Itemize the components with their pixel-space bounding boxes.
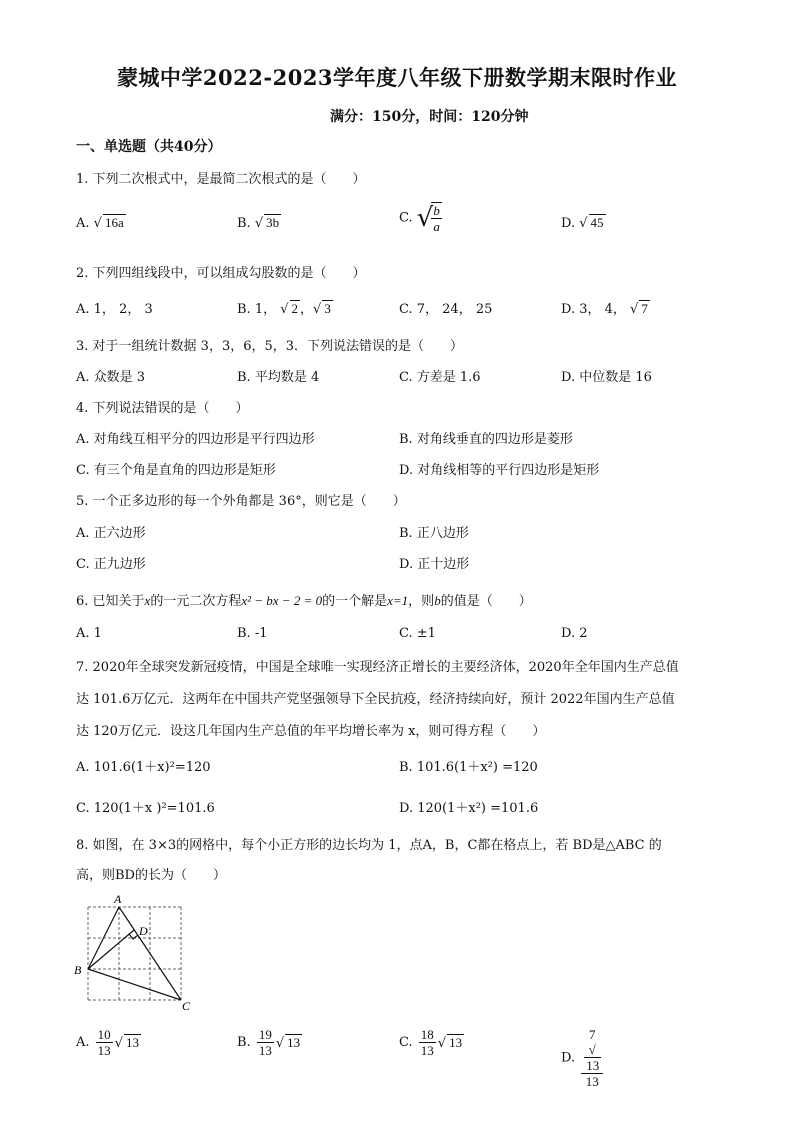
q4-option-d: D. 对角线相等的平行四边形是矩形 — [399, 463, 600, 478]
q8-option-c — [399, 1027, 464, 1058]
variable: b — [434, 593, 441, 608]
point-d-label: D — [139, 924, 148, 938]
point-b-label: B — [74, 963, 82, 977]
option-label: D. — [561, 216, 576, 231]
numerator: 10 — [97, 1027, 111, 1042]
sqrt-expression: √ 3b — [254, 215, 280, 231]
q5-option-d: D. 正十边形 — [399, 557, 470, 572]
option-label: A. — [76, 1035, 90, 1050]
radicand: 7 — [641, 301, 648, 316]
q3-option-a: A. 众数是 3 — [76, 370, 146, 385]
stem-text: 的一元二次方程 — [150, 594, 242, 609]
q8-option-d — [561, 1027, 605, 1089]
point-a-label: A — [114, 892, 122, 906]
radicand: 13 — [125, 1035, 139, 1050]
sqrt-expression: √ 13 — [275, 1035, 301, 1051]
q2-option-d: D. 3， 4， √ 7 — [561, 301, 648, 317]
grid-lines — [88, 907, 181, 1000]
numerator: b — [433, 203, 440, 218]
section-heading: 一、单选题（共40分） — [76, 139, 222, 155]
solution: x=1 — [387, 593, 409, 608]
fraction — [581, 1027, 603, 1089]
sqrt-expression: √ 16a — [93, 215, 124, 231]
radicand: 13 — [449, 1035, 463, 1050]
denominator: 13 — [97, 1043, 111, 1058]
q2-option-b: B. 1， √ 2 ，√ 3 — [237, 301, 331, 317]
stem-text: 的值是（ ） — [440, 594, 532, 609]
numerator: 19 — [258, 1027, 272, 1042]
page-title: 蒙城中学2022-2023学年度八年级下册数学期末限时作业 — [116, 65, 678, 90]
option-label: D. — [561, 1050, 576, 1066]
triangle-grid-figure — [70, 892, 200, 1014]
option-label: C. — [399, 1035, 413, 1050]
q1-option-b — [237, 214, 281, 231]
question-1-stem: 1. 下列二次根式中，是最简二次根式的是（ ） — [76, 172, 366, 187]
exam-info: 满分：150分，时间：120分钟 — [330, 109, 529, 125]
question-3-stem: 3. 对于一组统计数据 3，3，6，5，3．下列说法错误的是（ ） — [76, 339, 464, 354]
stem-text: 的一个解是 — [322, 594, 388, 609]
stem-text: ，则 — [408, 594, 435, 609]
radicand: 3 — [324, 301, 331, 316]
fraction — [96, 1027, 113, 1058]
denominator: 13 — [585, 1074, 599, 1089]
question-7-line-2: 达 101.6万亿元．这两年在中国共产党坚强领导下全民抗疫，经济持续向好，预计 2022年国内生产总值 — [76, 692, 675, 707]
radicand: 13 — [586, 1058, 600, 1073]
sqrt-expression: √ 13 — [437, 1035, 463, 1051]
radicand: 16a — [104, 215, 124, 230]
q4-option-b: B. 对角线垂直的四边形是菱形 — [399, 432, 573, 447]
q1-option-a — [76, 214, 126, 231]
denominator: 13 — [420, 1043, 434, 1058]
q3-option-d: D. 中位数是 16 — [561, 370, 652, 385]
coefficient: 7 — [588, 1027, 596, 1042]
question-7-line-1: 7. 2020年全球突发新冠疫情，中国是全球唯一实现经济正增长的主要经济体，2020年全年国内生产总值 — [76, 660, 679, 675]
q2-option-a: A. 1， 2， 3 — [76, 302, 153, 317]
question-5-stem: 5. 一个正多边形的每一个外角都是 36°，则它是（ ） — [76, 494, 406, 509]
option-text: B. 1， — [237, 302, 277, 317]
question-8-line-2: 高，则BD的长为（ ） — [76, 868, 226, 883]
equation: x² − bx − 2 = 0 — [241, 593, 323, 608]
sqrt-expression: √ 45 — [579, 215, 604, 231]
q7-option-d: D. 120(1＋x²) =101.6 — [399, 801, 539, 816]
fraction — [431, 202, 442, 234]
numerator: 18 — [420, 1027, 434, 1042]
q8-option-b — [237, 1027, 302, 1058]
question-6-stem — [76, 590, 532, 609]
question-7-line-3: 达 120万亿元．设这几年国内生产总值的年平均增长率为 x，则可得方程（ ） — [76, 724, 546, 739]
fraction — [257, 1027, 274, 1058]
option-label: A. — [76, 216, 90, 231]
denominator: 13 — [258, 1043, 272, 1058]
q3-option-c: C. 方差是 1.6 — [399, 370, 481, 385]
q6-option-b: B. -1 — [237, 626, 268, 641]
option-label: B. — [237, 1035, 251, 1050]
variable: x — [144, 593, 151, 608]
sqrt-sign: √ — [416, 203, 434, 233]
sqrt-expression: √ 13 — [114, 1035, 139, 1051]
option-label: B. — [237, 216, 251, 231]
q6-option-c: C. ±1 — [399, 626, 436, 641]
question-4-stem: 4. 下列说法错误的是（ ） — [76, 401, 249, 416]
q5-option-b: B. 正八边形 — [399, 526, 469, 541]
q7-option-c: C. 120(1＋x )²=101.6 — [76, 801, 215, 816]
numerator: 7 √ 13 — [581, 1027, 603, 1074]
q8-option-a — [76, 1027, 141, 1058]
q7-option-b: B. 101.6(1＋x²) =120 — [399, 760, 538, 775]
question-8-line-1: 8. 如图，在 3×3的网格中，每个小正方形的边长均为 1，点A，B，C都在格点上，若 BD是△ABC 的 — [76, 838, 662, 853]
fraction — [419, 1027, 436, 1058]
q4-option-c: C. 有三个角是直角的四边形是矩形 — [76, 463, 276, 478]
q1-option-c — [399, 202, 444, 234]
q7-option-a: A. 101.6(1＋x)²=120 — [76, 760, 211, 775]
q5-option-a: A. 正六边形 — [76, 526, 146, 541]
q3-option-b: B. 平均数是 4 — [237, 370, 320, 385]
radicand: 45 — [590, 215, 604, 230]
q2-option-c: C. 7， 24， 25 — [399, 302, 493, 317]
separator: ， — [300, 302, 314, 317]
stem-text: 6. 已知关于 — [76, 594, 145, 609]
question-2-stem: 2. 下列四组线段中，可以组成勾股数的是（ ） — [76, 266, 366, 281]
denominator: a — [433, 219, 440, 234]
option-label: C. — [399, 210, 413, 226]
q1-option-d — [561, 214, 606, 231]
triangle-abc — [88, 907, 181, 1000]
point-c-label: C — [182, 999, 191, 1013]
radicand: 13 — [287, 1035, 301, 1050]
radicand: 3b — [266, 215, 280, 230]
q4-option-a: A. 对角线互相平分的四边形是平行四边形 — [76, 432, 315, 447]
radicand: 2 — [291, 301, 299, 316]
q6-option-d: D. 2 — [561, 626, 588, 641]
option-text: D. 3， 4， — [561, 302, 626, 317]
q6-option-a: A. 1 — [76, 626, 102, 641]
q5-option-c: C. 正九边形 — [76, 557, 146, 572]
